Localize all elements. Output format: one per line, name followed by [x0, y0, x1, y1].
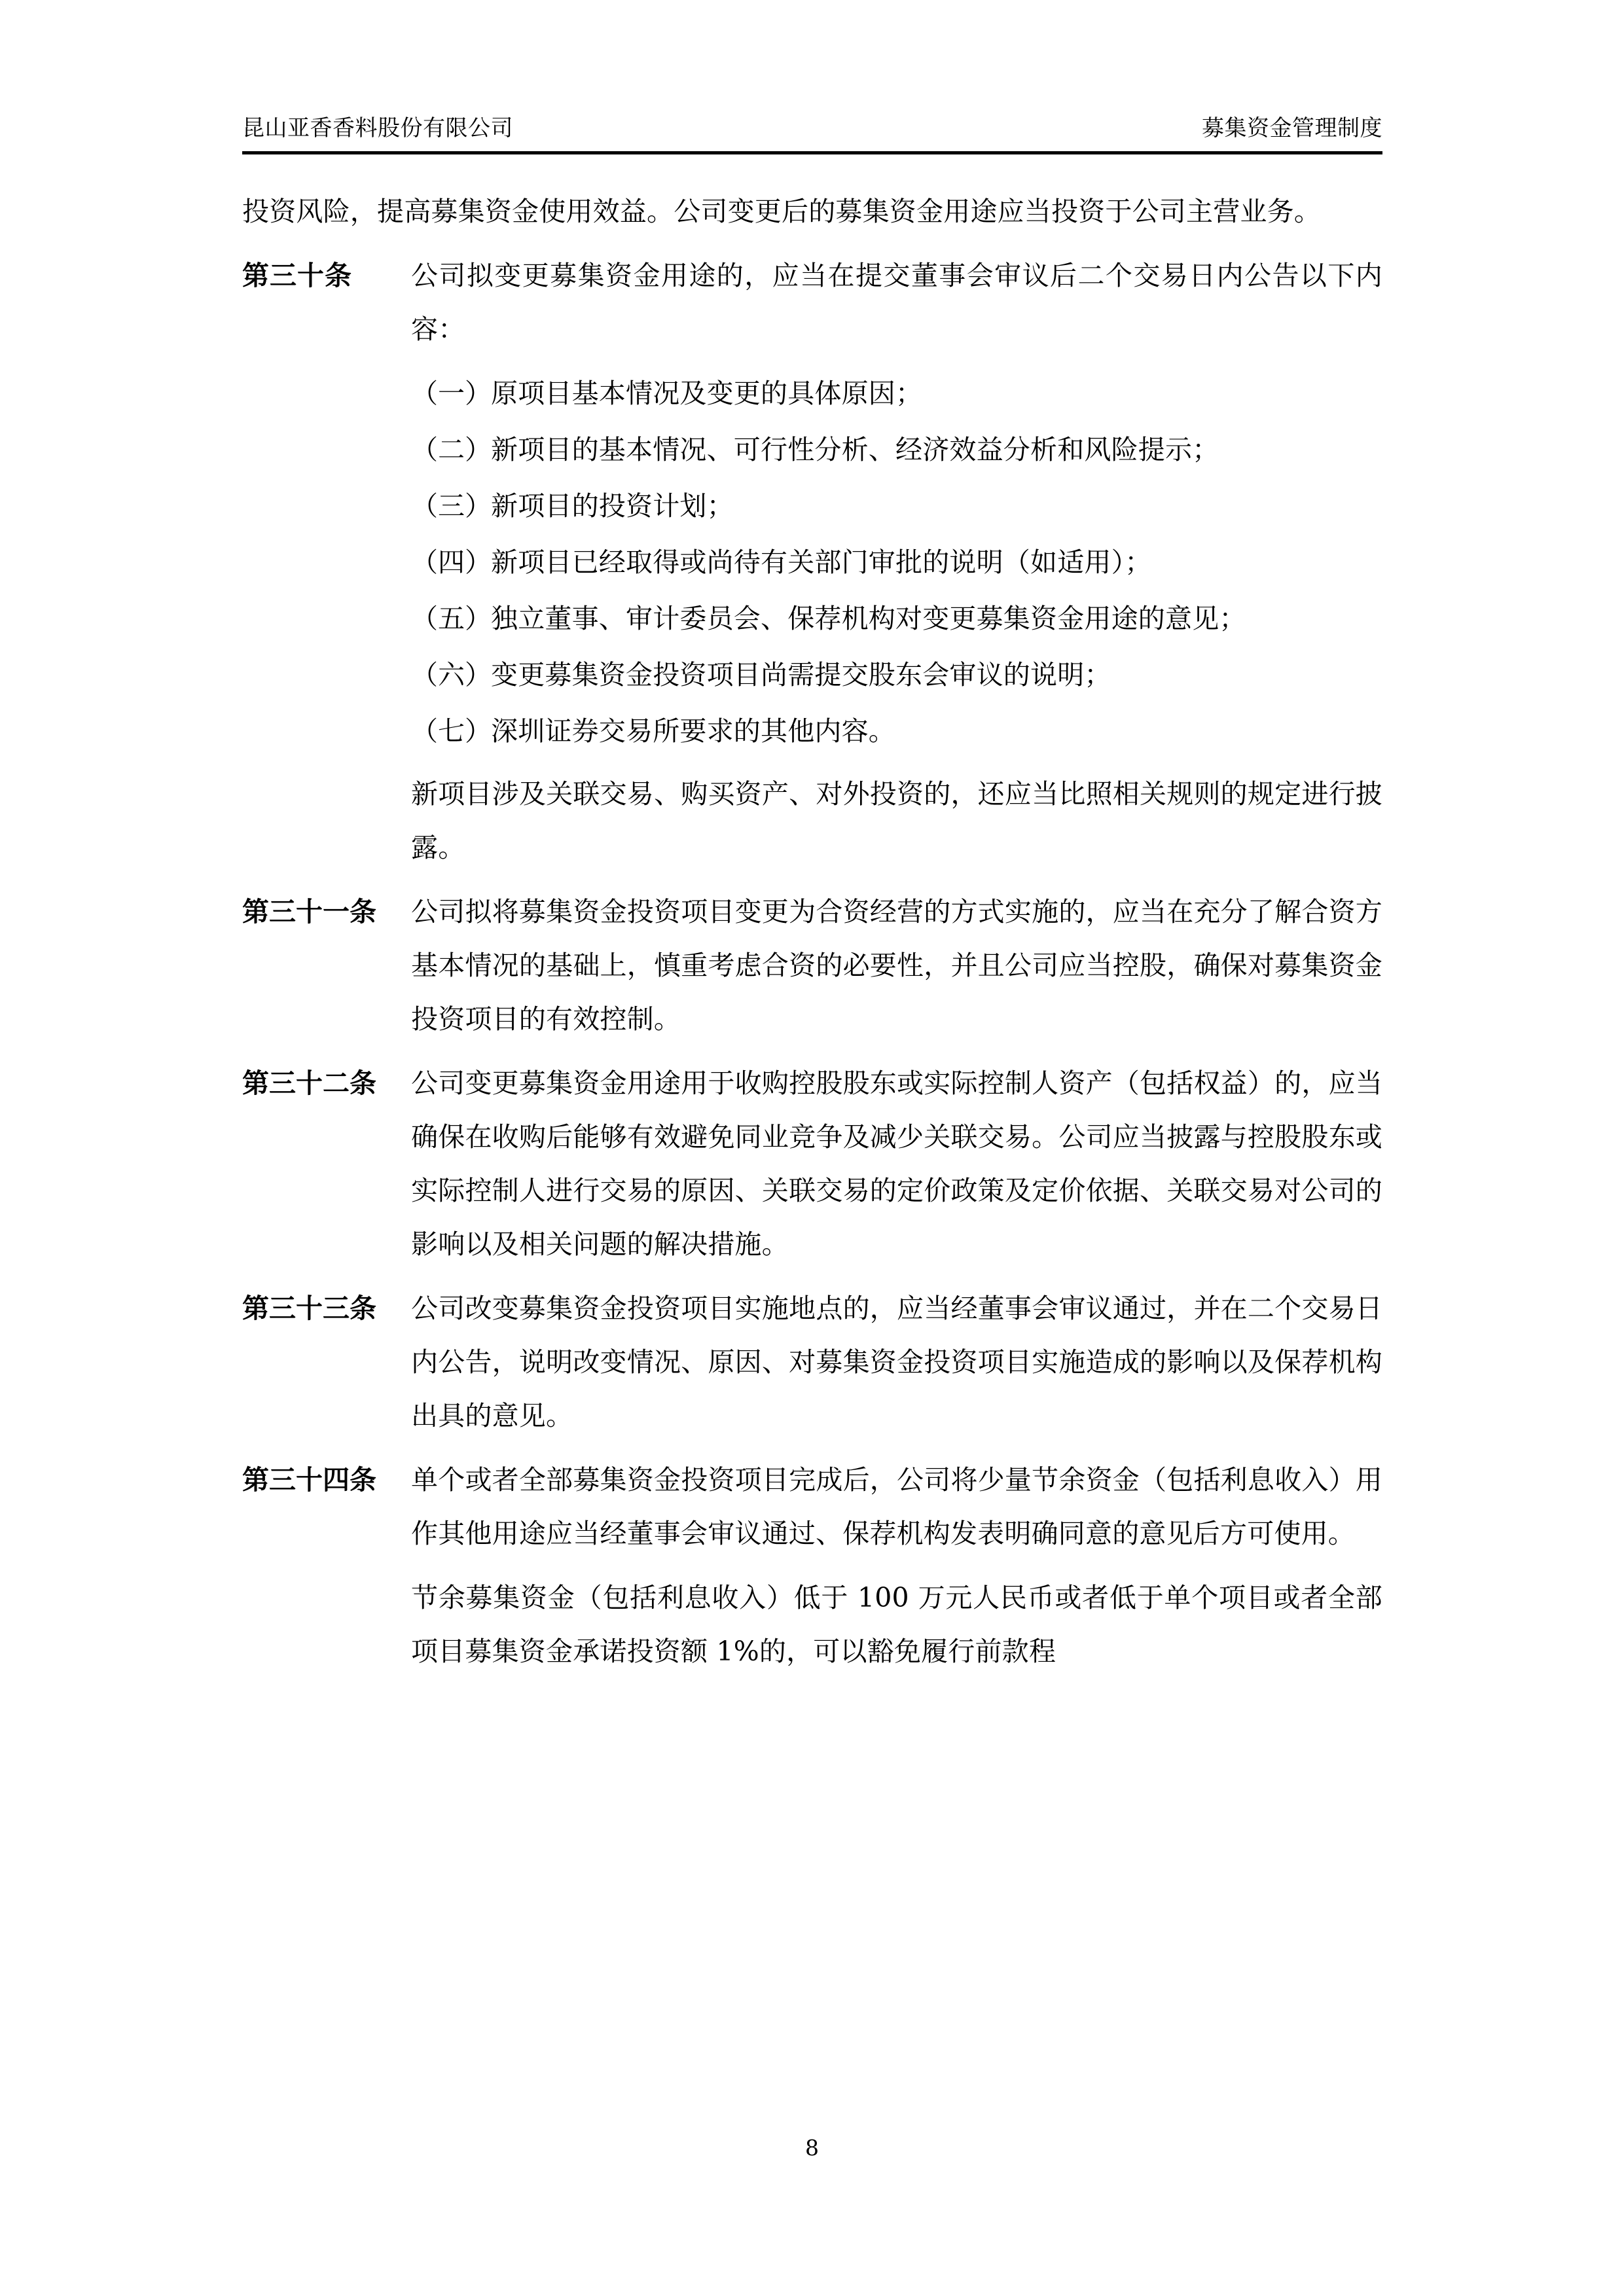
spacer [242, 1564, 1382, 1571]
article-30-text: 公司拟变更募集资金用途的，应当在提交董事会审议后二个交易日内公告以下内容： [411, 260, 1382, 345]
list-item-marker: （三） [411, 490, 492, 522]
article-30-item-list [411, 367, 1382, 758]
list-item-marker: （四） [411, 547, 492, 578]
spacer [242, 360, 1382, 367]
article-33 [242, 1282, 1382, 1443]
article-32-text: 公司变更募集资金用途用于收购控股股东或实际控制人资产（包括权益）的，应当确保在收购后能够有效避免同业竞争及减少关联交易。公司应当披露与控股股东或实际控制人进行交易的原因、关联交易的定价政策及定价依据、关联交易对公司的影响以及相关问题的解决措施。 [411, 1067, 1382, 1260]
article-30-label: 第三十条 [242, 260, 352, 291]
list-item-text: 变更募集资金投资项目尚需提交股东会审议的说明； [491, 659, 1111, 691]
list-item [411, 535, 1382, 589]
article-34-closing-paragraph: 节余募集资金（包括利息收入）低于 100 万元人民币或者低于单个项目或者全部项目募集资金承诺投资额 1%的，可以豁免履行前款程 [411, 1582, 1382, 1667]
page-header [242, 115, 1382, 142]
list-item [411, 704, 1382, 758]
list-item-marker: （六） [411, 659, 492, 691]
article-33-text: 公司改变募集资金投资项目实施地点的，应当经董事会审议通过，并在二个交易日内公告，说明改变情况、原因、对募集资金投资项目实施造成的影响以及保荐机构出具的意见。 [411, 1293, 1382, 1431]
list-item [411, 367, 1382, 420]
list-item-text: 新项目已经取得或尚待有关部门审批的说明（如适用）； [491, 547, 1152, 578]
page-number: 8 [805, 2135, 819, 2161]
article-31 [242, 885, 1382, 1046]
list-item-marker: （一） [411, 378, 492, 409]
list-item [411, 592, 1382, 645]
article-30-closing-paragraph: 新项目涉及关联交易、购买资产、对外投资的，还应当比照相关规则的规定进行披露。 [411, 778, 1382, 863]
list-item-text: 深圳证券交易所要求的其他内容。 [491, 715, 895, 747]
list-item-text: 原项目基本情况及变更的具体原因； [491, 378, 923, 409]
article-31-label: 第三十一条 [242, 896, 376, 927]
header-document-title: 募集资金管理制度 [1202, 115, 1382, 141]
list-item [411, 479, 1382, 533]
article-34 [242, 1453, 1382, 1560]
header-company-name: 昆山亚香香料股份有限公司 [242, 115, 513, 141]
list-item-marker: （七） [411, 715, 492, 747]
spacer [242, 761, 1382, 767]
article-33-label: 第三十三条 [242, 1293, 376, 1324]
list-item [411, 423, 1382, 476]
article-34-label: 第三十四条 [242, 1464, 376, 1496]
list-item-marker: （二） [411, 434, 492, 465]
page-footer [0, 2135, 1624, 2161]
list-item-text: 新项目的基本情况、可行性分析、经济效益分析和风险提示； [491, 434, 1219, 465]
spacer [242, 1050, 1382, 1056]
article-31-text: 公司拟将募集资金投资项目变更为合资经营的方式实施的，应当在充分了解合资方基本情况的基础上，慎重考虑合资的必要性，并且公司应当控股，确保对募集资金投资项目的有效控制。 [411, 896, 1382, 1035]
spacer [242, 1275, 1382, 1282]
list-item [411, 648, 1382, 702]
article-30 [242, 249, 1382, 356]
list-item-marker: （五） [411, 603, 492, 634]
article-34-text: 单个或者全部募集资金投资项目完成后，公司将少量节余资金（包括利息收入）用作其他用途应当经董事会审议通过、保荐机构发表明确同意的意见后方可使用。 [411, 1464, 1382, 1549]
spacer [242, 1446, 1382, 1453]
article-32-label: 第三十二条 [242, 1067, 376, 1099]
article-32 [242, 1056, 1382, 1271]
document-body [242, 185, 1382, 1682]
list-item-text: 新项目的投资计划； [491, 490, 734, 522]
list-item-text: 独立董事、审计委员会、保荐机构对变更募集资金用途的意见； [491, 603, 1246, 634]
spacer [242, 878, 1382, 885]
spacer [242, 242, 1382, 249]
header-divider-rule [242, 151, 1382, 154]
intro-paragraph: 投资风险，提高募集资金使用效益。公司变更后的募集资金用途应当投资于公司主营业务。 [242, 196, 1321, 227]
